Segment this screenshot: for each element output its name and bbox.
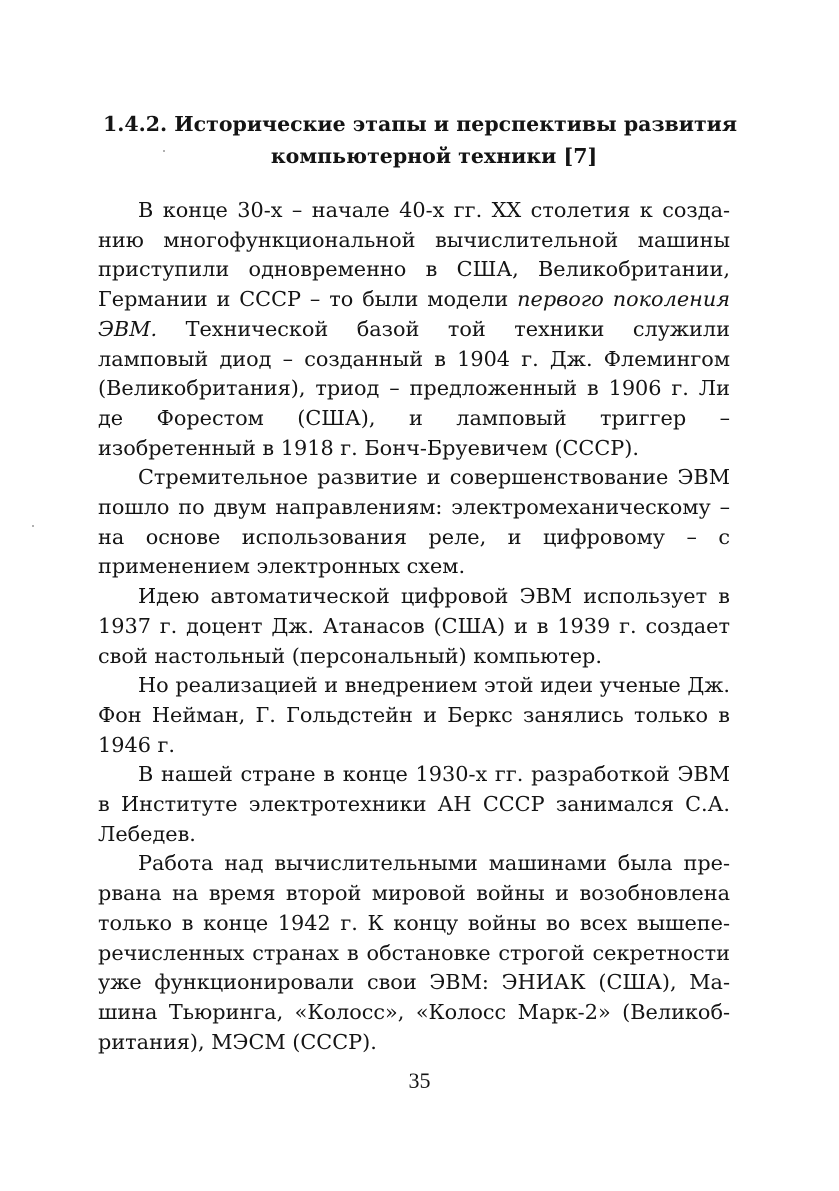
section-heading	[60, 108, 780, 172]
paragraph-6: Работа над вычислительными машинами была прервана на время второй мировой войны и возобновлена только в конце 1942 г. К концу войны во всех вышеперечисленных странах в обстановке строгой секретности уже функционировали свои ЭВМ: ЭНИАК (США), Машина Тьюринга, «Колосс», «Колосс Марк-2» (Великобритания), МЭСМ (СССР).	[98, 851, 730, 1054]
paragraph-1-text-start: В конце 30-х – начале 40-х гг. XX столетия к созданию многофункциональной вычислительной машины приступили одновременно в США, Великобритании, Германии и СССР – то были модели	[98, 198, 730, 312]
paragraph-1-italic-term: первого поколения ЭВМ.	[98, 287, 730, 341]
paragraph-2: Стремительное развитие и совершенствование ЭВМ пошло по двум направлениям: электромеханическому – на основе использования реле, и цифровому – с применением электронных схем.	[98, 465, 730, 579]
page-number: 35	[408, 1068, 431, 1093]
section-heading-line2: компьютерной техники [7]	[270, 144, 598, 168]
paragraph-4: Но реализацией и внедрением этой идеи ученые Дж. Фон Нейман, Г. Гольдстейн и Беркс занялись только в 1946 г.	[98, 673, 730, 757]
body-text	[98, 196, 730, 1057]
scan-speck	[32, 525, 34, 527]
paragraph-1	[98, 196, 730, 463]
section-heading-line1: 1.4.2. Исторические этапы и перспективы развития	[102, 112, 738, 136]
paragraph-5: В нашей стране в конце 1930-х гг. разработкой ЭВМ в Институте электротехники АН СССР занимался С.А. Лебедев.	[98, 762, 730, 846]
paragraph-1-text-end: Технической базой той техники служили ламповый диод – созданный в 1904 г. Дж. Флемингом (Великобритания), триод – предложенный в 1906 г. Ли де Форестом (США), и ламповый триггер – изобретенный в 1918 г. Бонч-Бруевичем (СССР).	[98, 316, 730, 460]
paragraph-3: Идею автоматической цифровой ЭВМ использует в 1937 г. доцент Дж. Атанасов (США) и в 1939 г. создает свой настольный (персональный) компьютер.	[98, 584, 730, 668]
